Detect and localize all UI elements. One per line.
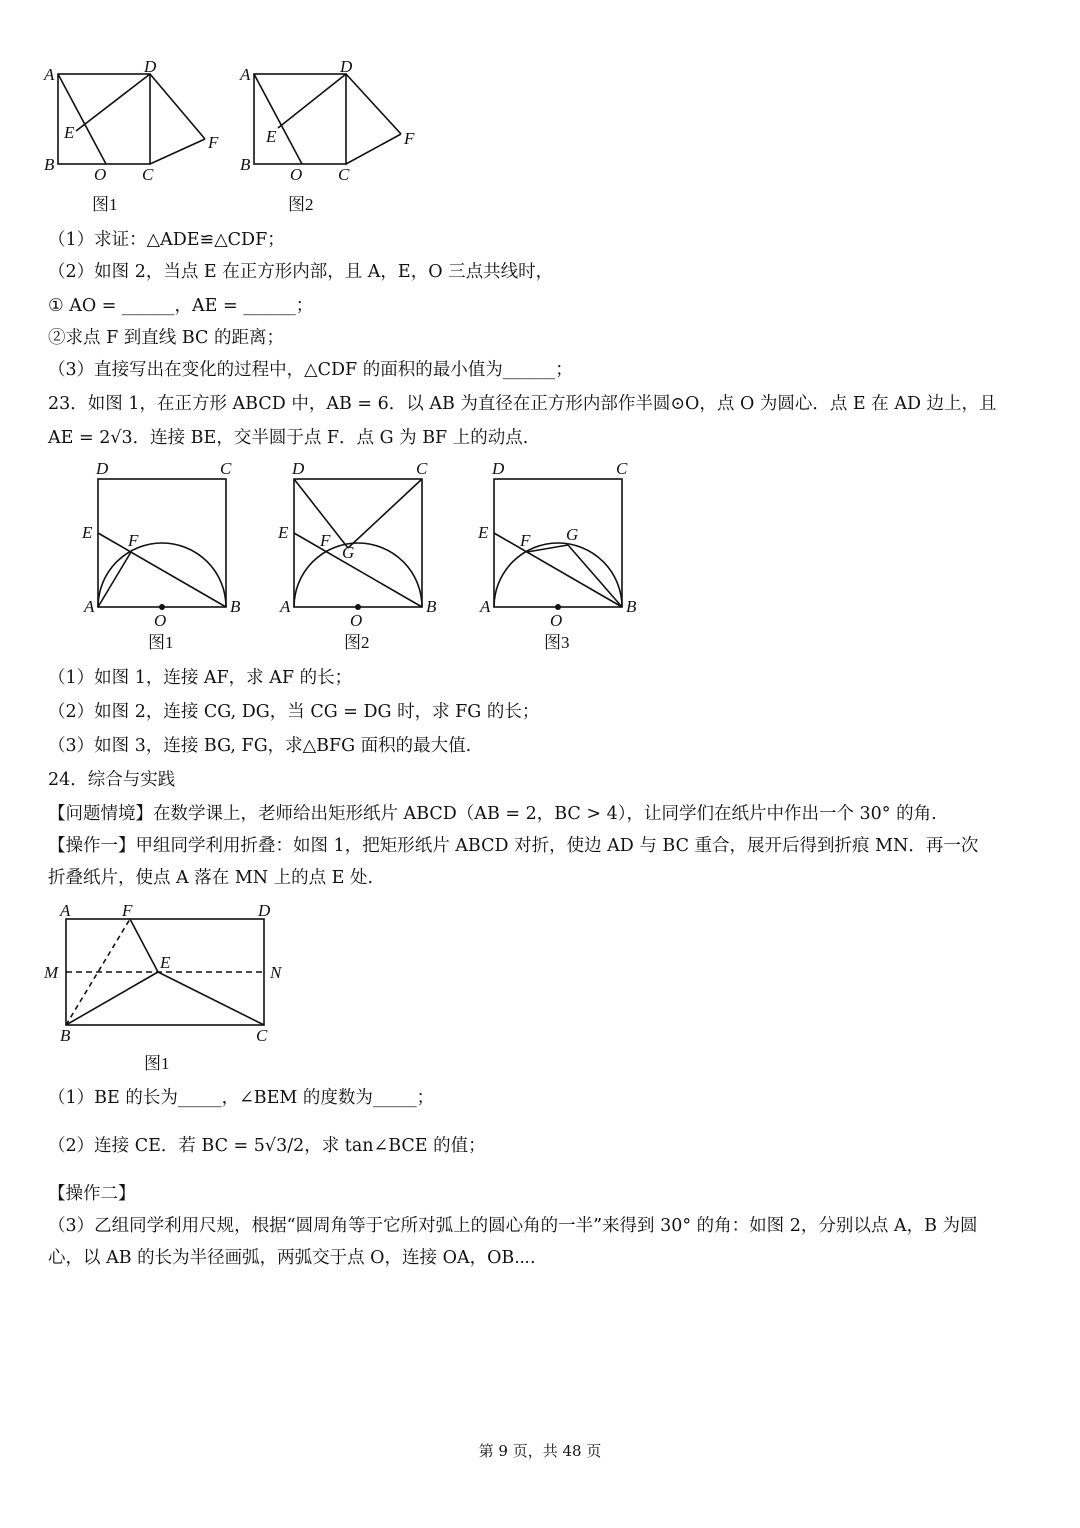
- q24-line-1: 24．综合与实践: [48, 770, 176, 790]
- q22f1-label-A: A: [44, 65, 55, 84]
- q24-question-3-line-2: 心，以 AB 的长为半径画弧，两弧交于点 O，连接 OA，OB⋯.: [48, 1248, 536, 1268]
- q23-figure-2-svg: [276, 456, 456, 656]
- q23f2-label-A: A: [280, 597, 291, 616]
- q23-figure-2: [276, 456, 456, 660]
- q22f1-label-F: F: [208, 133, 219, 152]
- q24-operation-2-heading: 【操作二】: [48, 1184, 136, 1204]
- q22f2-caption: 图2: [288, 195, 314, 214]
- q23-line-1: 23．如图 1，在正方形 ABCD 中，AB = 6．以 AB 为直径在正方形内部作半圆⊙O，点 O 为圆心．点 E 在 AD 边上，且: [48, 394, 997, 414]
- q23f2-caption: 图2: [344, 633, 370, 652]
- q24f1-label-E: E: [160, 953, 171, 972]
- q24-figure-1: [40, 896, 300, 1080]
- q22f2-label-B: B: [240, 155, 251, 174]
- q23f2-label-B: B: [426, 597, 437, 616]
- q23f1-label-O: O: [154, 611, 167, 630]
- q23f2-label-C: C: [416, 459, 428, 478]
- q23f1-label-E: E: [82, 523, 93, 542]
- q23f3-label-F: F: [520, 531, 531, 550]
- q24-question-2: （2）连接 CE．若 BC = 5√3/2，求 tan∠BCE 的值；: [48, 1136, 486, 1156]
- q23f2-label-O: O: [350, 611, 363, 630]
- q23f2-label-G: G: [342, 543, 355, 562]
- q23-question-1: （1）如图 1，连接 AF，求 AF 的长；: [48, 668, 353, 688]
- q22f1-label-B: B: [44, 155, 55, 174]
- q23f3-label-E: E: [478, 523, 489, 542]
- q22-figure-1-svg: [40, 58, 230, 218]
- q22-figure-1: [40, 58, 230, 222]
- q22f2-label-E: E: [266, 127, 277, 146]
- q23-question-3: （3）如图 3，连接 BG, FG，求△BFG 面积的最大值.: [48, 736, 472, 756]
- q24-line-3: 【操作一】甲组同学利用折叠：如图 1，把矩形纸片 ABCD 对折，使边 AD 与 BC 重合，展开后得到折痕 MN．再一次: [48, 836, 979, 856]
- q24-question-1: （1）BE 的长为_____，∠BEM 的度数为_____；: [48, 1088, 435, 1108]
- q24f1-label-B: B: [60, 1026, 71, 1045]
- q24f1-label-D: D: [258, 901, 271, 920]
- q22f2-label-O: O: [290, 165, 303, 184]
- q23-line-2: AE = 2√3．连接 BE，交半圆于点 F．点 G 为 BF 上的动点.: [48, 428, 529, 448]
- q22f2-label-F: F: [404, 129, 415, 148]
- q23f1-label-C: C: [220, 459, 232, 478]
- q22f1-label-C: C: [142, 165, 154, 184]
- q24f1-label-A: A: [60, 901, 71, 920]
- q24f1-label-N: N: [270, 963, 282, 982]
- q23f1-label-D: D: [96, 459, 109, 478]
- q22f2-label-A: A: [240, 65, 251, 84]
- q22-figure-2-svg: [236, 58, 426, 218]
- q22f2-label-D: D: [340, 57, 353, 76]
- q24-line-4: 折叠纸片，使点 A 落在 MN 上的点 E 处.: [48, 868, 374, 888]
- q22-line-1: （1）求证：△ADE≌△CDF；: [48, 230, 285, 250]
- q23f1-label-B: B: [230, 597, 241, 616]
- q22-line-3: ① AO = ______，AE = ______；: [48, 296, 314, 316]
- page-footer: 第 9 页，共 48 页: [478, 1442, 602, 1460]
- q23-figure-1-svg: [80, 456, 260, 656]
- q23f2-label-D: D: [292, 459, 305, 478]
- q23f1-caption: 图1: [148, 633, 174, 652]
- q23f2-label-E: E: [278, 523, 289, 542]
- q24f1-label-C: C: [256, 1026, 268, 1045]
- q23-question-2: （2）如图 2，连接 CG, DG，当 CG = DG 时，求 FG 的长；: [48, 702, 540, 722]
- q23f2-label-F: F: [320, 531, 331, 550]
- q22-line-2: （2）如图 2，当点 E 在正方形内部，且 A，E，O 三点共线时，: [48, 262, 554, 282]
- q24f1-label-M: M: [44, 963, 59, 982]
- q24-figure-1-svg: [40, 896, 300, 1076]
- q22-line-5: （3）直接写出在变化的过程中，△CDF 的面积的最小值为______；: [48, 360, 573, 380]
- q22-line-4: ②求点 F 到直线 BC 的距离；: [48, 328, 284, 348]
- q23f3-label-C: C: [616, 459, 628, 478]
- q23f3-label-D: D: [492, 459, 505, 478]
- q22f1-label-E: E: [64, 123, 75, 142]
- q23f1-label-F: F: [128, 531, 139, 550]
- q24f1-caption: 图1: [144, 1054, 170, 1073]
- q23-figure-3-svg: [476, 456, 656, 656]
- q22f1-label-O: O: [94, 165, 107, 184]
- q22f1-caption: 图1: [92, 195, 118, 214]
- q24f1-label-F: F: [122, 901, 133, 920]
- q22-figure-2: [236, 58, 426, 222]
- q23f3-label-B: B: [626, 597, 637, 616]
- q23f3-label-O: O: [550, 611, 563, 630]
- q24-question-3-line-1: （3）乙组同学利用尺规，根据“圆周角等于它所对弧上的圆心角的一半”来得到 30° 的角：如图 2，分别以点 A，B 为圆: [48, 1216, 978, 1236]
- q23-figure-1: [80, 456, 260, 660]
- q23f1-label-A: A: [84, 597, 95, 616]
- q23f3-caption: 图3: [544, 633, 570, 652]
- q23f3-label-A: A: [480, 597, 491, 616]
- q24-line-2: 【问题情境】在数学课上，老师给出矩形纸片 ABCD（AB = 2，BC > 4），让同学们在纸片中作出一个 30° 的角.: [48, 804, 937, 824]
- q22f1-label-D: D: [144, 57, 157, 76]
- q23-figure-3: [476, 456, 656, 660]
- q22f2-label-C: C: [338, 165, 350, 184]
- q23f3-label-G: G: [566, 525, 579, 544]
